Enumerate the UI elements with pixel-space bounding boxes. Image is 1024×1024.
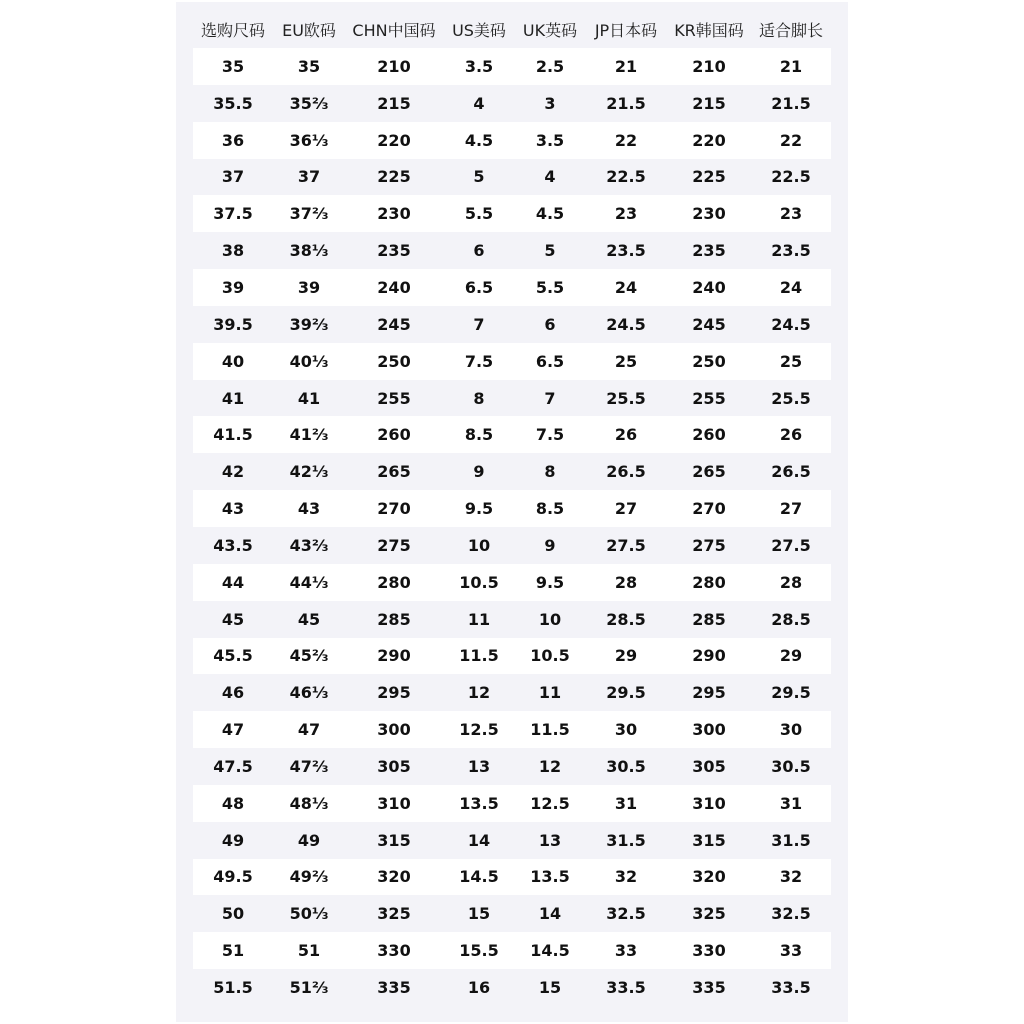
table-cell: 36⅓ xyxy=(273,122,345,159)
table-cell: 41 xyxy=(273,380,345,417)
table-row xyxy=(193,895,831,932)
table-cell: 250 xyxy=(667,343,751,380)
table-cell: 28.5 xyxy=(585,601,667,638)
table-cell: 31.5 xyxy=(751,822,831,859)
table-cell: 285 xyxy=(667,601,751,638)
table-cell: 51 xyxy=(193,932,273,969)
table-cell: 40⅓ xyxy=(273,343,345,380)
table-cell: 255 xyxy=(345,380,443,417)
header-jp-size: JP日本码 xyxy=(594,20,658,40)
table-row xyxy=(193,638,831,675)
table-cell: 305 xyxy=(667,748,751,785)
table-cell: 49.5 xyxy=(193,859,273,896)
table-cell: 250 xyxy=(345,343,443,380)
table-cell: 44⅓ xyxy=(273,564,345,601)
table-cell: 5 xyxy=(443,159,515,196)
table-cell: 28 xyxy=(585,564,667,601)
table-header xyxy=(193,10,831,48)
table-cell: 38 xyxy=(193,232,273,269)
table-cell: 32 xyxy=(585,859,667,896)
table-cell: 31 xyxy=(751,785,831,822)
table-row xyxy=(193,601,831,638)
table-cell: 240 xyxy=(667,269,751,306)
table-cell: 26 xyxy=(585,416,667,453)
table-cell: 37 xyxy=(273,159,345,196)
table-cell: 280 xyxy=(345,564,443,601)
table-cell: 8.5 xyxy=(515,490,585,527)
table-cell: 6 xyxy=(515,306,585,343)
table-cell: 295 xyxy=(345,674,443,711)
table-cell: 51 xyxy=(273,932,345,969)
table-cell: 36 xyxy=(193,122,273,159)
table-cell: 315 xyxy=(667,822,751,859)
table-cell: 320 xyxy=(345,859,443,896)
table-cell: 48⅓ xyxy=(273,785,345,822)
table-row xyxy=(193,232,831,269)
table-cell: 46⅓ xyxy=(273,674,345,711)
table-cell: 43⅔ xyxy=(273,527,345,564)
table-cell: 275 xyxy=(667,527,751,564)
header-foot-length: 适合脚长 xyxy=(758,20,823,40)
table-cell: 35.5 xyxy=(193,85,273,122)
table-cell: 33.5 xyxy=(585,969,667,1006)
table-cell: 6 xyxy=(443,232,515,269)
table-row xyxy=(193,453,831,490)
table-cell: 290 xyxy=(667,638,751,675)
table-cell: 29.5 xyxy=(751,674,831,711)
table-row xyxy=(193,380,831,417)
table-cell: 3 xyxy=(515,85,585,122)
table-cell: 11.5 xyxy=(515,711,585,748)
table-cell: 5.5 xyxy=(515,269,585,306)
table-cell: 39 xyxy=(193,269,273,306)
table-cell: 10.5 xyxy=(443,564,515,601)
table-cell: 335 xyxy=(667,969,751,1006)
table-cell: 25 xyxy=(751,343,831,380)
table-cell: 10 xyxy=(515,601,585,638)
table-cell: 45 xyxy=(273,601,345,638)
table-cell: 14.5 xyxy=(443,859,515,896)
table-cell: 26.5 xyxy=(585,453,667,490)
table-row xyxy=(193,85,831,122)
table-cell: 33 xyxy=(751,932,831,969)
table-row xyxy=(193,490,831,527)
table-cell: 10.5 xyxy=(515,638,585,675)
table-cell: 310 xyxy=(345,785,443,822)
table-cell: 27 xyxy=(585,490,667,527)
table-cell: 33.5 xyxy=(751,969,831,1006)
table-cell: 14 xyxy=(443,822,515,859)
table-cell: 290 xyxy=(345,638,443,675)
table-cell: 320 xyxy=(667,859,751,896)
table-cell: 41.5 xyxy=(193,416,273,453)
table-cell: 37⅔ xyxy=(273,195,345,232)
table-cell: 8 xyxy=(443,380,515,417)
table-cell: 37.5 xyxy=(193,195,273,232)
table-cell: 39⅔ xyxy=(273,306,345,343)
header-kr-size: KR韩国码 xyxy=(674,20,744,40)
table-cell: 220 xyxy=(345,122,443,159)
header-uk-size: UK英码 xyxy=(522,20,578,40)
table-row xyxy=(193,748,831,785)
header-us-size: US美码 xyxy=(452,20,506,40)
table-cell: 29 xyxy=(585,638,667,675)
table-cell: 29.5 xyxy=(585,674,667,711)
table-cell: 12.5 xyxy=(443,711,515,748)
table-cell: 330 xyxy=(667,932,751,969)
table-cell: 7 xyxy=(515,380,585,417)
table-cell: 46 xyxy=(193,674,273,711)
table-cell: 8 xyxy=(515,453,585,490)
table-row xyxy=(193,969,831,1006)
table-row xyxy=(193,711,831,748)
table-cell: 210 xyxy=(667,48,751,85)
table-cell: 13.5 xyxy=(515,859,585,896)
table-cell: 21.5 xyxy=(585,85,667,122)
table-cell: 12 xyxy=(515,748,585,785)
table-cell: 240 xyxy=(345,269,443,306)
table-cell: 270 xyxy=(667,490,751,527)
table-cell: 28 xyxy=(751,564,831,601)
header-row xyxy=(193,10,831,48)
table-cell: 13 xyxy=(515,822,585,859)
table-cell: 42 xyxy=(193,453,273,490)
table-cell: 32.5 xyxy=(585,895,667,932)
table-row xyxy=(193,859,831,896)
table-cell: 49 xyxy=(193,822,273,859)
table-cell: 24 xyxy=(585,269,667,306)
table-cell: 9 xyxy=(515,527,585,564)
table-cell: 220 xyxy=(667,122,751,159)
table-cell: 10 xyxy=(443,527,515,564)
table-row xyxy=(193,269,831,306)
table-cell: 45⅔ xyxy=(273,638,345,675)
table-cell: 300 xyxy=(345,711,443,748)
table-cell: 51⅔ xyxy=(273,969,345,1006)
table-cell: 48 xyxy=(193,785,273,822)
table-cell: 47 xyxy=(193,711,273,748)
table-cell: 7.5 xyxy=(443,343,515,380)
table-cell: 5.5 xyxy=(443,195,515,232)
table-body xyxy=(193,48,831,1006)
table-cell: 40 xyxy=(193,343,273,380)
table-cell: 37 xyxy=(193,159,273,196)
table-cell: 31 xyxy=(585,785,667,822)
table-cell: 215 xyxy=(345,85,443,122)
table-cell: 22.5 xyxy=(751,159,831,196)
table-cell: 9 xyxy=(443,453,515,490)
table-cell: 335 xyxy=(345,969,443,1006)
table-cell: 3.5 xyxy=(443,48,515,85)
table-cell: 15 xyxy=(443,895,515,932)
table-cell: 23.5 xyxy=(585,232,667,269)
table-cell: 305 xyxy=(345,748,443,785)
table-cell: 44 xyxy=(193,564,273,601)
table-cell: 330 xyxy=(345,932,443,969)
table-cell: 24.5 xyxy=(751,306,831,343)
table-cell: 3.5 xyxy=(515,122,585,159)
table-row xyxy=(193,822,831,859)
table-cell: 325 xyxy=(345,895,443,932)
table-cell: 49 xyxy=(273,822,345,859)
table-cell: 7.5 xyxy=(515,416,585,453)
table-cell: 31.5 xyxy=(585,822,667,859)
table-cell: 39 xyxy=(273,269,345,306)
table-cell: 280 xyxy=(667,564,751,601)
table-cell: 21 xyxy=(585,48,667,85)
table-row xyxy=(193,343,831,380)
table-cell: 49⅔ xyxy=(273,859,345,896)
table-cell: 4.5 xyxy=(515,195,585,232)
table-cell: 22 xyxy=(585,122,667,159)
table-cell: 235 xyxy=(667,232,751,269)
table-cell: 21.5 xyxy=(751,85,831,122)
table-cell: 260 xyxy=(667,416,751,453)
table-cell: 30.5 xyxy=(751,748,831,785)
table-row xyxy=(193,674,831,711)
table-cell: 30.5 xyxy=(585,748,667,785)
table-cell: 9.5 xyxy=(515,564,585,601)
table-cell: 41⅔ xyxy=(273,416,345,453)
table-cell: 42⅓ xyxy=(273,453,345,490)
table-row xyxy=(193,932,831,969)
table-cell: 38⅓ xyxy=(273,232,345,269)
table-cell: 32.5 xyxy=(751,895,831,932)
header-eu-size: EU欧码 xyxy=(282,20,336,40)
table-cell: 27 xyxy=(751,490,831,527)
table-cell: 265 xyxy=(345,453,443,490)
table-cell: 12 xyxy=(443,674,515,711)
table-cell: 230 xyxy=(345,195,443,232)
table-row xyxy=(193,416,831,453)
table-cell: 14.5 xyxy=(515,932,585,969)
table-cell: 255 xyxy=(667,380,751,417)
table-cell: 215 xyxy=(667,85,751,122)
table-cell: 35 xyxy=(273,48,345,85)
header-chn-size: CHN中国码 xyxy=(352,20,436,40)
table-cell: 22 xyxy=(751,122,831,159)
table-cell: 43.5 xyxy=(193,527,273,564)
table-cell: 13.5 xyxy=(443,785,515,822)
table-cell: 23 xyxy=(751,195,831,232)
table-cell: 285 xyxy=(345,601,443,638)
table-cell: 32 xyxy=(751,859,831,896)
table-cell: 6.5 xyxy=(515,343,585,380)
table-cell: 27.5 xyxy=(751,527,831,564)
table-cell: 35 xyxy=(193,48,273,85)
size-chart-table xyxy=(193,10,831,1006)
table-cell: 50 xyxy=(193,895,273,932)
table-cell: 25.5 xyxy=(751,380,831,417)
table-row xyxy=(193,306,831,343)
table-cell: 27.5 xyxy=(585,527,667,564)
table-cell: 11 xyxy=(443,601,515,638)
table-cell: 12.5 xyxy=(515,785,585,822)
table-cell: 15.5 xyxy=(443,932,515,969)
table-cell: 30 xyxy=(585,711,667,748)
table-cell: 4.5 xyxy=(443,122,515,159)
table-cell: 45.5 xyxy=(193,638,273,675)
table-cell: 47.5 xyxy=(193,748,273,785)
table-cell: 23 xyxy=(585,195,667,232)
table-cell: 35⅔ xyxy=(273,85,345,122)
table-cell: 225 xyxy=(667,159,751,196)
table-cell: 235 xyxy=(345,232,443,269)
table-cell: 260 xyxy=(345,416,443,453)
table-row xyxy=(193,159,831,196)
table-cell: 4 xyxy=(515,159,585,196)
table-cell: 16 xyxy=(443,969,515,1006)
table-cell: 4 xyxy=(443,85,515,122)
table-cell: 39.5 xyxy=(193,306,273,343)
table-cell: 26.5 xyxy=(751,453,831,490)
table-cell: 24.5 xyxy=(585,306,667,343)
table-cell: 22.5 xyxy=(585,159,667,196)
table-cell: 29 xyxy=(751,638,831,675)
table-cell: 210 xyxy=(345,48,443,85)
table-cell: 300 xyxy=(667,711,751,748)
table-cell: 14 xyxy=(515,895,585,932)
table-row xyxy=(193,527,831,564)
table-row xyxy=(193,564,831,601)
table-cell: 43 xyxy=(273,490,345,527)
header-purchase-size: 选购尺码 xyxy=(200,20,265,40)
table-cell: 25.5 xyxy=(585,380,667,417)
table-cell: 24 xyxy=(751,269,831,306)
table-cell: 41 xyxy=(193,380,273,417)
table-cell: 47⅔ xyxy=(273,748,345,785)
table-cell: 2.5 xyxy=(515,48,585,85)
table-cell: 9.5 xyxy=(443,490,515,527)
table-cell: 8.5 xyxy=(443,416,515,453)
table-cell: 245 xyxy=(667,306,751,343)
table-cell: 275 xyxy=(345,527,443,564)
table-row xyxy=(193,195,831,232)
table-cell: 325 xyxy=(667,895,751,932)
table-cell: 51.5 xyxy=(193,969,273,1006)
table-cell: 310 xyxy=(667,785,751,822)
table-cell: 270 xyxy=(345,490,443,527)
table-row xyxy=(193,122,831,159)
table-cell: 21 xyxy=(751,48,831,85)
table-cell: 245 xyxy=(345,306,443,343)
table-row xyxy=(193,785,831,822)
table-cell: 45 xyxy=(193,601,273,638)
table-cell: 47 xyxy=(273,711,345,748)
table-cell: 13 xyxy=(443,748,515,785)
table-cell: 28.5 xyxy=(751,601,831,638)
table-row xyxy=(193,48,831,85)
table-cell: 43 xyxy=(193,490,273,527)
table-cell: 30 xyxy=(751,711,831,748)
table-cell: 265 xyxy=(667,453,751,490)
table-cell: 33 xyxy=(585,932,667,969)
table-cell: 7 xyxy=(443,306,515,343)
table-cell: 230 xyxy=(667,195,751,232)
table-cell: 25 xyxy=(585,343,667,380)
table-cell: 26 xyxy=(751,416,831,453)
table-cell: 5 xyxy=(515,232,585,269)
table-cell: 11 xyxy=(515,674,585,711)
table-cell: 23.5 xyxy=(751,232,831,269)
table-cell: 315 xyxy=(345,822,443,859)
table-cell: 225 xyxy=(345,159,443,196)
table-cell: 15 xyxy=(515,969,585,1006)
table-cell: 11.5 xyxy=(443,638,515,675)
table-cell: 295 xyxy=(667,674,751,711)
table-cell: 50⅓ xyxy=(273,895,345,932)
table-cell: 6.5 xyxy=(443,269,515,306)
